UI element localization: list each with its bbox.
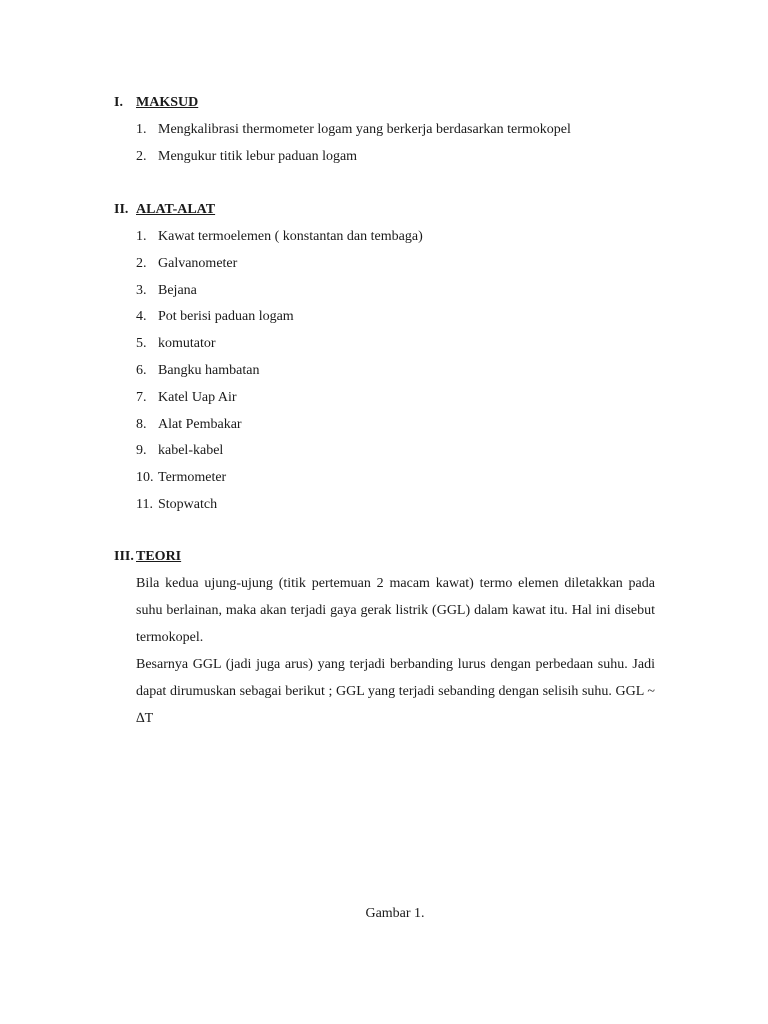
list-item-number: 7. xyxy=(136,389,147,405)
list-item-text: komutator xyxy=(158,336,216,352)
list-item-number: 2. xyxy=(136,148,147,164)
list-item-number: 8. xyxy=(136,416,147,432)
theory-paragraph: Bila kedua ujung-ujung (titik pertemuan 2 macam kawat) termo elemen diletakkan pada suhu berlainan, maka akan terjadi gaya gerak listrik (GGL) dalam kawat itu. Hal ini disebut termokopel. xyxy=(136,576,655,645)
theory-paragraph: Besarnya GGL (jadi juga arus) yang terjadi berbanding lurus dengan perbedaan suhu. Jadi dapat dirumuskan sebagai berikut ; GGL yang terjadi sebanding dengan selisih suhu. GGL ~ ∆T xyxy=(136,657,655,726)
list-item-number: 4. xyxy=(136,309,147,325)
section-number: I. xyxy=(114,95,123,110)
list-item-text: Pot berisi paduan logam xyxy=(158,309,294,325)
alat-list xyxy=(136,228,423,523)
theory-body xyxy=(136,570,655,732)
list-item xyxy=(136,496,218,523)
list-item xyxy=(136,308,294,335)
list-item-text: Bejana xyxy=(158,282,197,298)
list-item-text: kabel-kabel xyxy=(158,443,224,459)
section-title: MAKSUD xyxy=(136,95,199,110)
list-item xyxy=(136,255,238,282)
list-item xyxy=(136,282,197,309)
list-item-text: Kawat termoelemen ( konstantan dan tembaga) xyxy=(158,229,423,244)
list-item-number: 5. xyxy=(136,336,147,352)
list-item xyxy=(136,442,224,469)
list-item-number: 2. xyxy=(136,255,147,271)
list-item xyxy=(136,416,242,443)
maksud-list xyxy=(136,121,571,175)
section-heading-alat xyxy=(114,201,216,219)
list-item-number: 1. xyxy=(136,122,147,137)
section-number: II. xyxy=(114,202,129,217)
section-heading-teori xyxy=(114,548,182,566)
list-item-text: Alat Pembakar xyxy=(158,416,242,432)
list-item xyxy=(136,335,216,362)
list-item-number: 11. xyxy=(136,496,153,512)
list-item-text: Katel Uap Air xyxy=(158,389,237,405)
list-item-text: Mengukur titik lebur paduan logam xyxy=(158,148,358,164)
list-item-number: 10. xyxy=(136,470,154,486)
list-item xyxy=(136,362,260,389)
list-item-number: 3. xyxy=(136,282,147,298)
list-item xyxy=(136,389,237,416)
list-item xyxy=(136,148,358,175)
list-item-text: Termometer xyxy=(158,470,227,486)
section-title: TEORI xyxy=(136,549,182,564)
list-item-text: Bangku hambatan xyxy=(158,362,260,378)
list-item-number: 1. xyxy=(136,229,147,244)
list-item-text: Stopwatch xyxy=(158,496,218,512)
list-item-text: Mengkalibrasi thermometer logam yang berkerja berdasarkan termokopel xyxy=(158,122,571,137)
section-heading-maksud xyxy=(114,94,199,112)
list-item xyxy=(136,121,571,148)
list-item-number: 9. xyxy=(136,443,147,459)
figure-caption: Gambar 1. xyxy=(365,906,425,921)
section-title: ALAT-ALAT xyxy=(136,202,216,217)
list-item xyxy=(136,469,227,496)
list-item xyxy=(136,228,423,255)
list-item-text: Galvanometer xyxy=(158,255,238,271)
section-number: III. xyxy=(114,549,134,564)
list-item-number: 6. xyxy=(136,362,147,378)
